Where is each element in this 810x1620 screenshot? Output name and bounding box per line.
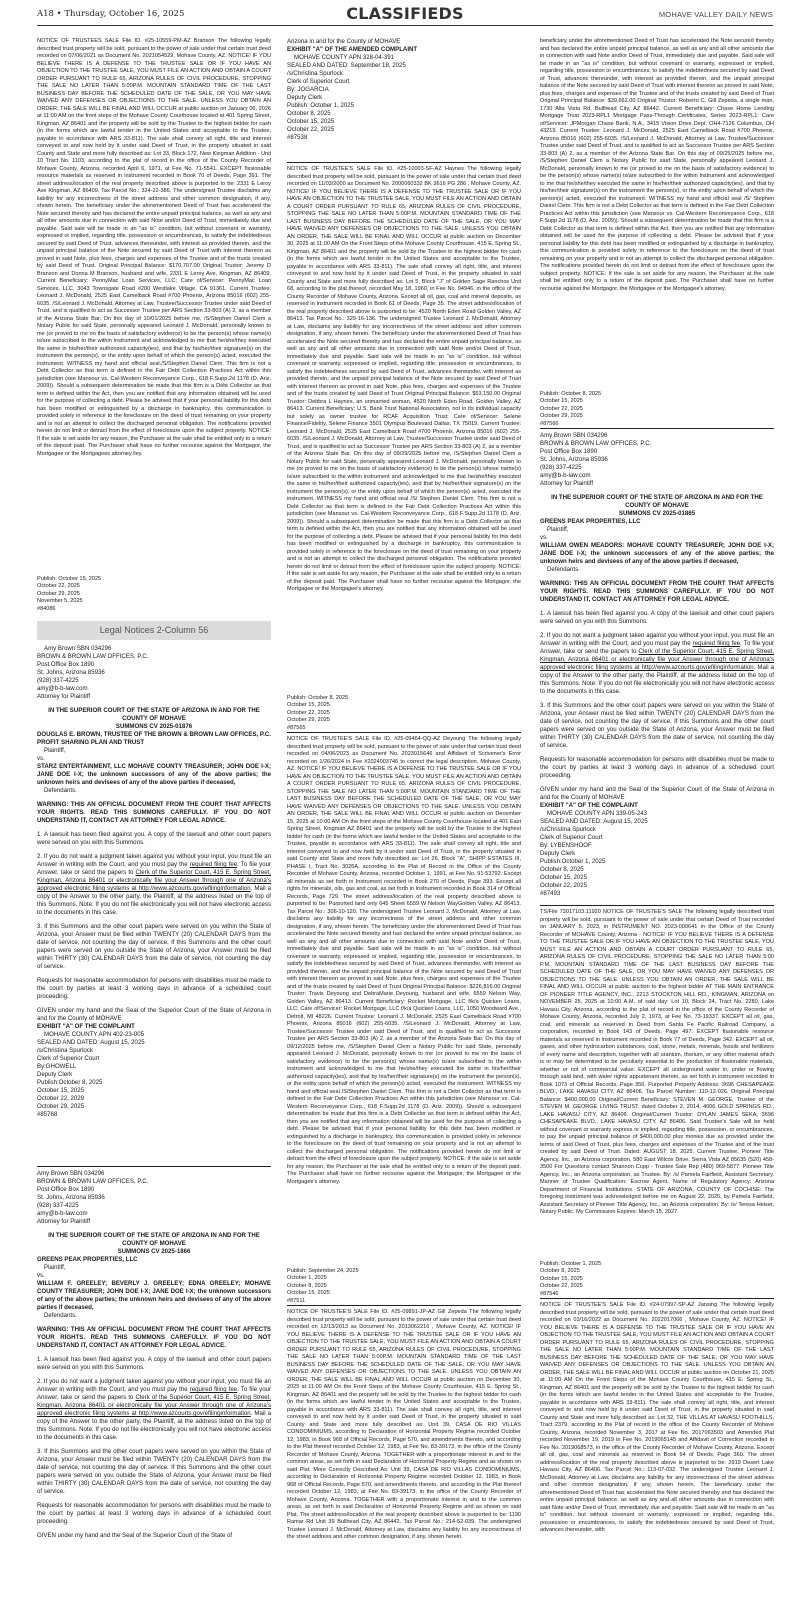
bold-heading: EXHIBIT "A" OF THE AMENDED COMPLAINT [287,46,418,53]
warning-text: WARNING: THIS AN OFFICIAL DOCUMENT FROM THE COURT THAT AFFECTS YOUR RIGHTS. READ THIS SUMMONS CAREFULLY. IF YOU DO NOT UNDERSTAND IT, CONTACT AN ATTORNEY FOR LEGAL ADVICE. [540,580,774,603]
filing-link-text: Clerk of the Superior Court, 415 E. Spring Street, Kingman, Arizona 86401 or electronically file your Answer through one of Arizona's approved electronic filing systems at http://www.azcourts.gov/efilinginformation [540,648,774,671]
summons-text: 2. If you do not want a judgment taken against you without your input, you must file an Answer in writing with the Court, and you must pay the [540,632,774,647]
notice-body: NOTICE OF TRUSTEE'S SALE File ID. #25-09891-JP-AZ Gill Zepeda The following legally described trust property will be sold, pursuant to the power of sale under that certain trust deed recorded on 12/13/2013 as Document No. 2013062216 , Mohave County, AZ. NOTICE! IF YOU BELIEVE THERE IS A DEFENSE TO THE TRUSTEE SALE OR IF YOU HAVE AN OBJECTION TO THE TRUSTEE SALE, YOU MUST FILE AN ACTION AND OBTAIN A COURT ORDER PURSUANT TO RULE 65, ARIZONA RULES OF CIVIL PROCEDURE, STOPPING THE SALE NO LATER THAN 5:00P.M. MOUNTAIN STANDARD TIME OF THE LAST BUSINESS DAY BEFORE THE SCHEDULED DATE OF THE SALE, OR YOU MAY HAVE WAIVED ANY DEFENSES OR OBJECTIONS TO THE SALE. UNLESS YOU OBTAIN AN ORDER, THE SALE WILL BE FINAL AND WILL OCCUR at public auction on December 30, 2025 at 11:00 AM On the Front Steps of the Mohave County Courthouse, 415 E. Spring St., Kingman, AZ 86401 and the property will be sold by the Trustee to the highest bidder for cash (in the forms which are lawful tender in the United States and acceptable to the Trustee, payable in accordance with ARS 33-811). The sale shall convey all right, title, and interest conveyed to and now held by it under said Deed of Trust, in the property situated in said County and State and more fully described as: Unit 39, CASA DE RIO VILLAS CONDOMINIUMS, according to Declaration of Horizontal Property Regime recorded October 12, 1983, in Book 968 of Official Records, Page 570, and amendments thereto, and according to the Plat thereof recorded October 12, 1983, at Fee No. 83-39173, in the office of the County Recorder of Mohave County, Arizona. TOGETHER with a proportionate interest in and to the common areas, as set forth in said Declaration of Horizontal Property Regime and as shown on said Plat. More Correctly Described As: Unit 39, CASA DE RIO VILLAS CONDOMINIUMS, according to Declaration of Horizontal Property Regime recorded October 12, 1983, in Book 968 of Official Records, Page 570, and amendments thereto, and according to the Plat thereof recorded October 12, 1983, at Fee No. 83-39173, in the office of the County Recorder of Mohave County, Arizona. TOGETHER with a proportionate interest in and to the common areas, as set forth in said Declaration of Horizontal Property Regime and as shown on said Plat. The street address/location of the real property described above is purported to be: 1190 Ramar Rd Unit 39 Bullhead City, AZ 86442. Tax Parcel No.: 214-52-039. The undersigned Trustee Leonard J. McDonald, Attorney at Law, disclaims any liability for any incorrectness of the street address and other common designation, if any, shown herein. [287,1309,521,1540]
text-line: BROWN & BROWN LAW OFFICES, P.C. [37,1178,149,1185]
text-line: October 29, 2025 [37,590,80,597]
text-line: November 5, 2025 [37,598,83,604]
text-line: Publish: September 24, 2025 [287,1267,359,1274]
text-line: Deputy Clerk [37,1071,73,1078]
bold-heading: EXHIBIT "A" OF THE COMPLAINT [37,1023,135,1030]
trustee-sale-notice [287,1305,521,1615]
text-line: Post Office Box 1890 [37,661,95,668]
text-line: October 8, 2025 [287,110,331,117]
text-line: Publish:October 1, 2025 [540,858,606,865]
given-under-seal-text: GIVEN under my hand and the Seal of the Superior Court of the State of Arizona in and for the County of MOHAVE [540,786,774,801]
text-line: Post Office Box 1890 [540,448,598,455]
indented-line: Amy Brown SBN 034296 [44,645,112,652]
text-line: October 22, 2029 [37,1095,85,1102]
text-line: October 22, 2025 [287,709,330,716]
text-line: Publish: October 8, 2025 [287,694,349,701]
text-line: By:GHOWELL [37,1063,77,1070]
notice-body: TS/File 73017103.11920 NOTICE OF TRUSTEE'S SALE The following legally described trust property will be sold, pursuant to the power of sale under that certain Deed of Trust recorded on JANUARY 5, 2023, in INSTRUMENT NO. 2023-000641 in the Office of the County Recorder of MOHAVE County, Arizona - NOTICE! IF YOU BELIEVE THERE IS A DEFENSE TO THE TRUSTEE SALE OR IF YOU HAVE AN OBJECTION TO THE TRUSTEE SALE, YOU MUST FILE AN ACTION AND OBTAIN A COURT ORDER PURSUANT TO RULE 65, ARIZONA RULES OF CIVIL PROCEDURE, STOPPING THE SALE NO LATER THAN 5:00 P.M. MOUNTAIN STANDARD TIME OF THE LAST BUSINESS DAY BEFORE THE SCHEDULED DATE OF THE SALE, OR YOU MAY HAVE WAIVED ANY DEFENSES OR OBJECTIONS TO THE SALE. UNLESS YOU OBTAIN AN ORDER, THE SALE WILL BE FINAL AND WILL OCCUR at public auction to the highest bidder AT THE MAIN ENTRANCE OF PIONEER TITLE AGENCY, INC., 2213 STOCKTON HILL RD., KINGMAN, ARIZONA on NOVEMBER 25, 2025 at 10:00 A.M. of said day: Lot 10, Block 24, Tract No. 2280, Lake Havasu City, Arizona, according to the plat of record in the office of the County Recorder of Mohave County, Arizona, recorded July 2, 1973, at Fee No. 73-19337. EXCEPT all oil, gas, coal, and minerals as reserved in Deed from Santa Fe Pacific Railroad Company, a corporation, recorded in Book 143 of Deeds, Page 497. EXCEPT fissionable resource materials as reserved in instrument recorded in Book 77 of Deeds, Page 342. EXCEPT all oil, gases, and other hydrocarbon substances, coal, stone, metals, minerals, fossils and fertilizers of every name and description, together with all uranium, thorium, or any other material which is or may be determined to be peculiarly essential to the production of fissionable materials, whether or not of commercial value. EXCEPT all underground water in, under or flowing through said land, with water rights appurtenant thereto, as set forth in instrument recorded in Book 1073 of Official Records, Page 356. Purported Property Address: 3696 CHESAPEAKE BLVD., LAKE HAVASU CITY, AZ 86406. Tax Parcel Number: 110-12-026. Original Principal Balance: $400,000.00 Original/Current Beneficiary: STEVEN M. GEORGE, Trustee of the STEVEN M. GEORGE LIVING TRUST, dated October 2, 2014, 4006 GOLD SPRINGS RD., LAKE HAVASU CITY, AZ 86406. Original/Current Trustor: DYLAN JAMES SEKA, 3696 CHESAPEAKE BLVD., LAKE HAVASU CITY, AZ 86406. Said Trustee's Sale will be held without covenant or warranty express or implied, regarding title, possession, or encumbrances, to pay the unpaid principal balance of $400,000.00 plus monies due as provided under the terms of said Deed of Trust, plus fees, charges and expenses of the Trustee and of the trust created by said Deed of Trust. Dated: AUGUST 18, 2025. Current Trustee: Pioneer Title Agency, Inc., an Arizona corporation, 580 East Wilcox Drive, Sierra Vista AZ 85635 (520) 458-3500 For Questions contact Shannon Copp - Trustee Sale Rep (480) 969-5877. Pioneer Title Agency, Inc., an Arizona corporation, as Trustee. By: /s/ Pamela Fairfield, Assistant Secretary. Manner of Trustee Qualification: Escrow Agent. Name of Regulatory Agency: Arizona Department of Financial Institutions. STATE OF ARIZONA, COUNTY OF COCHISE: The foregoing instrument was acknowledged before me on August 22, 2025, by Pamela Fairfield, Assistant Secretary of Pioneer Title Agency, Inc., an Arizona corporation. By: /s/ Teresa Heiser, Notary Public. My Commission Expires: March 15, 2027. [540,909,774,1215]
text-line: Publish: October 1, 2025 [287,102,355,109]
summons-text: . To file your Answer, take or send the papers to [540,640,774,655]
text-line: (928) 337-4225 [37,677,79,684]
column-3 [540,38,774,1618]
text-line: (928) 337-4225 [540,464,582,471]
filing-link-text: Clerk of the Superior Court, 415 E. Spring Street, Kingman, Arizona 86401 or electronically file your Answer through one of Arizona's approved electronic filing systems at http://www.azcourts.gov/efilinginformation [37,1394,271,1417]
bold-heading: GREENS PEAK PROPERTIES, LLC [37,1256,138,1263]
trustee-sale-notice [540,38,774,428]
text-line: #87493 [540,890,561,897]
bold-heading: EXHIBIT "A" OF THE COMPLAINT [540,802,638,809]
text-line: October 29, 2025 [287,717,330,723]
text-line: Attorney for Plaintiff [37,1218,91,1225]
court-summons [37,645,271,1166]
text-line: amy@b-b-law.com [540,472,591,479]
text-line: Attorney for Plaintiff [37,693,91,700]
text-line: vs. [37,755,45,762]
trustee-sale-notice [287,732,521,1305]
text-line: Attorney for Plaintiff [540,480,594,487]
bold-heading: WILLIAM F. GREELEY; BEVERLY J. GREELEY; EDNA GREELEY; MOHAVE COUNTY TREASURER; JOHN DOE I-X; JANE DOE I-X; the unknown successors of any of the above parties; the unknown heirs and devisees of any of the above parties if deceased, [37,1280,271,1311]
text-line: Clerk of Superior Court [37,1055,100,1062]
summons-paragraph: 1. A lawsuit has been filed against you. A copy of the lawsuit and other court papers were served on you with this Summons. [540,610,774,625]
warning-text: WARNING: THIS AN OFFICIAL DOCUMENT FROM THE COURT THAT AFFECTS YOUR RIGHTS. READ THIS SUMMONS CAREFULLY. IF YOU DO NOT UNDERSTAND IT, CONTACT AN ATTORNEY FOR LEGAL ADVICE. [37,801,271,824]
text-line: SEALED AND DATED: August 15, 2025 [540,818,648,825]
text-line: Deputy Clerk [540,850,576,857]
summons-paragraph: 1. A lawsuit has been filed against you. A copy of the lawsuit and other court papers were served on you with this Summons. [37,1356,271,1371]
text-line: Publish:October 8, 2025 [37,1079,103,1086]
text-line: (928) 337-4225 [37,1202,79,1209]
summons-text: . Mail a copy of the Answer to the other party, the Plaintiff, at the address listed on the top of this Summons. Note: If you do not file electronically you will not have electronic access to the documents in this case. [37,1410,271,1441]
trustee-sale-notice [540,905,774,1298]
text-line: BROWN & BROWN LAW OFFICES, P.C. [37,653,149,660]
summons-text: 2. If you do not want a judgment taken against you without your input, you must file an Answer in writing with the Court, and you must pay the [37,1378,271,1393]
column-1 [37,38,271,1611]
text-line: Post Office Box 1890 [37,1186,95,1193]
indented-line: Defendants. [547,566,580,573]
notice-body: NOTICE OF TRUSTEE'S SALE File ID. #25-10003-SF-AZ Haynes The following legally described trust property will be sold, pursuant to the power of sale under that certain trust deed recorded on 11/03/2000 as Document No. 2000060332 BK 3616 PG 286 , Mohave County, AZ. NOTICE! IF YOU BELIEVE THERE IS A DEFENSE TO THE TRUSTEE SALE OR IF YOU HAVE AN OBJECTION TO THE TRUSTEE SALE, YOU MUST FILE AN ACTION AND OBTAIN A COURT ORDER PURSUANT TO RULE 65, ARIZONA RULES OF CIVIL PROCEDURE, STOPPING THE SALE NO LATER THAN 5:00P.M. MOUNTAIN STANDARD TIME OF THE LAST BUSINESS DAY BEFORE THE SCHEDULED DATE OF THE SALE, OR YOU MAY HAVE WAIVED ANY DEFENSES OR OBJECTIONS TO THE SALE. UNLESS YOU OBTAIN AN ORDER, THE SALE WILL BE FINAL AND WILL OCCUR at public auction on December 30, 2025 at 11:00 AM On the Front Steps of the Mohave County Courthouse, 415 E. Spring St., Kingman, AZ 86401 and the property will be sold by the Trustee to the highest bidder for cash (in the forms which are lawful tender in the United States and acceptable to the Trustee, payable in accordance with ARS 33-811). The sale shall convey all right, title, and interest conveyed to and now held by it under said Deed of Trust, in the property situated in said County and State and more fully described as: Lot 5, Block "J" of Golden Sage Ranchos Unit 68, according to the plat thereof, recorded May 18, 1960, in Fee No. 94946, in the office of the County Recorder of Mohave County, Arizona. Except all oil, gas, coal and mineral deposits, as reserved in instrument recorded in Book 61 of Deeds, Page 35. The street address/location of the real property described above is purported to be: 4520 North Eden Road Golden Valley, AZ 86413. Tax Parcel No.: 329-16-136. The undersigned Trustee Leonard J. McDonald, Attorney at Law, disclaims any liability for any incorrectness of the street address and other common designation, if any, shown herein. The beneficiary under the aforementioned Deed of Trust has accelerated the Note secured thereby and has declared the entire unpaid principal balance, as well as any and all other amounts due in connection with said Note and/or Deed of Trust, immediately due and payable. Said sale will be made in an "as is" condition, but without covenant or warranty, expressed or implied, regarding title, possession or encumbrances, to satisfy the indebtedness secured by said Deed of Trust, advances thereunder, with interest as provided therein, and the unpaid principal balance of the Note secured by said Deed of Trust with interest thereon as proved in said Note, plus fees, charges and expenses of the Trustee and of the trusts created by said Deed of Trust Original Principal Balance: $53,150.00 Original Trustor: Debbra L Haynes, an unmarried woman, 4520 North Eden Road, Golden Valley, AZ 86413. Current Beneficiary: U.S. Bank Trust National Association, not in its individual capacity but solely as owner trustee for RCAF Acquisition Trust; Care of/Servicer: Selene Finance/Fidelity, Selene Finance 3501 Olympus Boulevard Dallas, TX 75019. Current Trustee: Leonard J. McDonald, 2525 East Camelback Road #700 Phoenix, Arizona 85016 (602) 255-6035. /S/Leonard J. McDonald, Attorney at Law, Trustee/Successor Trustee under said Deed of Trust, and is qualified to act as Successor Trustee per ARS Section 33-803 (A) 2, as a member of the Arizona State Bar. On this day of 09/29/2025 before me, /S/Stephen Daniel Clem a Notary Public for said State, personally appeared Leonard J. McDonald, personally known to me (or proved to me on the basis of satisfactory evidence) to be the person(s) whose name(s) is/are subscribed to the within instrument and acknowledged to me that he/she/they executed the same in his/her/their authorized capacity(ies), and that by his/her/their signature(s) on the instrument the person(s), or the entity upon behalf of which the person(s) acted, executed the instrument. WITNESS my hand and official seal /S/ Stephen Daniel Clem. This firm is not a Debt Collector as that term is defined in the Fair Debt Collection Practices Act within this jurisdiction (see Mansour vs. Cal-Western Reconveyance Corp., 618 F.Supp.2d 1178 (D. Ariz. 2009)). Should a subsequent determination be made that this firm is a Debt Collector as that term is defined within the Act, then you are notified that any information obtained will be used for the purpose of collecting a debt. Please be advised that if your personal liability for this debt has been modified or extinguished by a discharge in bankruptcy, this communication is provided solely in reference to the foreclosure on the deed of trust remaining on your property and is not an attempt to collect the discharged personal obligation. The notifications provided herein do not limit or detract from the effect of foreclosure upon the subject property. NOTICE: If the sale is set aside for any reason, the Purchaser at the sale shall be entitled only to a return of the deposit paid. The Purchaser shall have no further recourse against the Mortgagor, the Mortgagee or the Mortgagee's attorney. [287,166,521,592]
text-line: Clerk of Superior Court [287,78,350,85]
court-summons [540,428,774,905]
text-line: October 15, 2025 [37,1087,85,1094]
text-line: amy@b-b-law.com [37,1210,88,1217]
indented-line: MOHAVE COUNTY APN 339-05-243 [547,810,648,817]
page-date-line: A18 • Thursday, October 16, 2025 [37,9,185,19]
summons-paragraph: Requests for reasonable accommodation for persons with disabilities must be made to the court by parties at least 3 working days in advance of a scheduled court proceeding. [37,1502,271,1525]
text-line: October 15, 2025 [540,1275,583,1282]
text-line: October 15, 2025 [287,1290,330,1296]
text-line: St. Johns, Arizona 85936 [540,456,608,463]
text-line: October 29, 2025 [540,413,583,419]
text-line: #87538 [287,134,308,141]
trustee-sale-notice [540,1298,774,1618]
text-line: /s/Christina Spurlock [540,826,596,833]
header-divider [37,25,773,26]
summons-text: . To file your Answer, take or send the papers to [37,861,271,876]
text-line: October 22, 2025 [540,882,588,889]
summons-paragraph: 1. A lawsuit has been filed against you. A copy of the lawsuit and other court papers were served on you with this Summons. [37,831,271,846]
indented-line: Defendants. [44,787,77,794]
text-line: Publish: October 8, 2025 [540,390,602,397]
text-line: St. Johns, Arizona 85936 [37,669,105,676]
trustee-sale-notice [37,38,271,613]
text-line: Amy Brown SBN 034296 [540,432,608,439]
text-line: #87546 [540,1290,559,1297]
text-line: October 22, 2025 [540,405,583,412]
text-line: By: LYBENSHOOF [540,842,592,849]
text-line: /s/Christina Spurlock [37,1047,93,1054]
summons-paragraph [540,632,774,696]
bold-heading: DOUGLAS E. BROWN, TRUSTEE OF THE BROWN & BROWN LAW OFFICES, P.C. PROFIT SHARING PLAN AND TRUST [37,731,271,746]
section-banner [37,621,271,640]
court-heading: SUMMONS CV 2025-01876 [115,723,193,730]
text-line: Deputy Clerk [287,94,323,101]
notice-body: beneficiary under the aforementioned Deed of Trust has accelerated the Note secured thereby and has declared the entire unpaid principal balance, as well as any and all other amounts due in connection with said Note and/or Deed of Trust, immediately due and payable. Said sale will be made in an "as is" condition, but without covenant or warranty, expressed or implied, regarding title, possession or encumbrances, to satisfy the indebtedness secured by said Deed of Trust, advances thereunder, with interest as provided therein, and the unpaid principal balance of the Note secured by said Deed of Trust with interest thereon as proved in said Note, plus fees, charges and expenses of the Trustee and of the trusts created by said Deed of Trust Original Principal Balance: $39,662.00 Original Trustor: Roberto C. Gill Zepeda, a single man, 1730 Alta Vista Rd, Bullhead City, AZ 86442. Current Beneficiary: Chase Home Lending Mortgage Trust 2023-RPL1 Mortgage Pass-Through Certificates, Series 2023-RPL1; Care of/Servicer: JPMorgan Chase Bank, N.A., 3415 Vision Drive Dept. OH4-7126 Columbus, OH 43219. Current Trustee: Leonard J. McDonald, 2525 East Camelback Road #700 Phoenix, Arizona 85016 (602) 255-6035. /S/Leonard J. McDonald, Attorney at Law, Trustee/Successor Trustee under said Deed of Trust, and is qualified to act as Successor Trustee per ARS Section 33-803 (A) 2, as a member of the Arizona State Bar. On this day of 09/25/2025 before me, /S/Stephen Daniel Clem a Notary Public for said State, personally appeared Leonard J. McDonald, personally known to me (or proved to me on the basis of satisfactory evidence) to be the person(s) whose name(s) is/are subscribed to the within instrument and acknowledged to me that he/she/they executed the same in his/her/their authorized capacity(ies), and that by his/her/their signature(s) on the instrument the person(s), or the entity upon behalf of which the person(s) acted, executed the instrument. WITNESS my hand and official seal /S/ Stephen Daniel Clem. This firm is not a Debt Collector as that term is defined in the Fair Debt Collection Practices Act within this jurisdiction (see Mansour vs. Cal-Western Reconveyance Corp., 618 F.Supp.2d 1178 (D. Ariz. 2009)). Should a subsequent determination be made that this firm is a Debt Collector as that term is defined within the Act, then you are notified that any information obtained will be used for the purpose of collecting a debt. Please be advised that if your personal liability for this debt has been modified or extinguished by a discharge in bankruptcy, this communication is provided solely in reference to the foreclosure on the deed of trust remaining on your property and is not an attempt to collect the discharged personal obligation. The notifications provided herein do not limit or detract from the effect of foreclosure upon the subject property. NOTICE: If the sale is set aside for any reason, the Purchaser at the sale shall be entitled only to a return of the deposit paid. The Purchaser shall have no further recourse against the Mortgagor, the Mortgagee or the Mortgagee's attorney. [540,38,774,292]
summons-text: . Mail a copy of the Answer to the other party, the Plaintiff, at the address listed on the top of this Summons. Note: If you do not file electronically you will not have electronic access to the documents in this case. [540,664,774,695]
filing-link-text: required filing fee [692,640,741,647]
text-line: #85768 [37,1111,58,1118]
text-line: October 22, 2025 [287,126,335,133]
court-heading: SUMMONS CV 2025-1866 [117,1248,191,1255]
indented-line: MOHAVE COUNTY APN 328-04-391 [294,54,395,61]
summons-paragraph: Requests for reasonable accommodation for persons with disabilities must be made to the court by parties at least 3 working days in advance of a scheduled court proceeding. [37,977,271,1000]
given-under-seal-text: GIVEN under my hand and the Seal of the Superior Court of the State of Arizona in and for the County of MOHAVE [37,1007,271,1022]
text-line: October 22, 2025 [540,1283,583,1289]
court-heading: IN THE SUPERIOR COURT OF THE STATE OF ARIZONA IN AND FOR THE COUNTY OF MOHAVE [48,707,260,722]
court-summons [287,38,521,162]
text-line: SEALED AND DATED: September 18, 2025 [287,62,406,69]
text-line: Publish: October 15, 2025 [37,575,102,582]
text-line: Clerk of Superior Court [540,834,603,841]
indented-line: MOHAVE COUNTY APN 402-23-005 [44,1031,145,1038]
trustee-sale-notice [287,162,521,732]
filing-link-text: required filing fee [189,861,238,868]
indented-line: Plaintiff, [44,1264,66,1271]
summons-paragraph [37,853,271,917]
section-banner-label: Legal Notices 2-Column 56 [99,625,209,635]
court-heading: IN THE SUPERIOR COURT OF THE STATE OF ARIZONA IN AND FOR THE COUNTY OF MOHAVE [48,1232,260,1247]
text-line: SEALED AND DATED: August 15, 2025 [37,1039,145,1046]
text-line: Arizona in and for the County of MOHAVE [287,38,401,45]
text-line: October 15, 2025 [540,874,588,881]
text-line: #87566 [540,420,559,427]
text-line: October 15, 2025 [287,118,335,125]
text-line: October 29, 2025 [37,1103,85,1110]
text-line: By: JOGARCIA [287,86,329,93]
summons-paragraph: Requests for reasonable accommodation for persons with disabilities must be made to the court by parties at least 3 working days in advance of a scheduled court proceeding. [540,756,774,779]
text-line: October 15, 2025 [540,398,583,404]
text-line: October 8, 2025 [540,1268,580,1274]
text-line: BROWN & BROWN LAW OFFICES, P.C. [540,440,652,447]
text-line: #84086 [37,605,56,612]
text-line: /s/Christina Spurlock [287,70,343,77]
text-line: #87565 [287,724,306,731]
text-line: Publish: October 1, 2025 [540,1260,602,1267]
court-heading: SUMMONS CV 2025-01865 [618,510,696,517]
text-line: October 22, 2025 [37,583,80,589]
court-heading: IN THE SUPERIOR COURT OF THE STATE OF ARIZONA IN AND FOR THE COUNTY OF MOHAVE [551,494,763,509]
notice-body: NOTICE OF TRUSTEES SALE File ID. #25-10559-PM-AZ Branson The following legally described trust property will be sold, pursuant to the power of sale under that certain trust deed recorded on 07/06/2021 as Document No. 2021054529, Mohave County, AZ. NOTICE! IF YOU BELIEVE THERE IS A DEFENSE TO THE TRUSTEE SALE OR IF YOU HAVE AN OBJECTION TO THE TRUSTEE SALE, YOU MUST FILE AN ACTION AND OBTAIN A COURT ORDER PURSUANT TO RULE 65, ARIZONA RULES OF CIVIL PROCEDURE, STOPPING THE SALE NO LATER THAN 5:00P.M. MOUNTAIN STANDARD TIME OF THE LAST BUSINESS DAY BEFORE THE SCHEDULED DATE OF THE SALE, OR YOU MAY HAVE WAIVED ANY DEFENSES OR OBJECTIONS TO THE SALE. UNLESS YOU OBTAIN AN ORDER, THE SALE WILL BE FINAL AND WILL OCCUR at public auction on January 06, 2026 at 11:00 AM on the front steps of the Mohave County Courthouse located at 401 Spring Street, Kingman, AZ 86401 and the property will be sold by the Trustee to the highest bidder for cash (in the forms which are lawful tender in the United States and acceptable to the Trustee, payable in accordance with ARS 33-811). The sale shall convey all right, title and interest conveyed to and now held by it under said Deed of Trust, in the property situated in said County and State and more fully described as: Lot 33, Block 172, New Kingman Addition - Unit 10 Tract No. 1103, according to the plat of record in the office of the County Recorder of Mohave County, Arizona, recorded April 6, 1971, at Fee No. 71-5541. EXCEPT fissionable resource materials as reserved in instrument recorded in Book 70 of Deeds, Page 391. The street address/location of the real property described above is purported to be: 2331 E Leroy Ave Kingman, AZ 86409. Tax Parcel No.: 324-22-386. The undersigned Trustee disclaims any liability for any incorrectness of the street address and other common designation, if any, shown herein. The beneficiary under the aforementioned Deed of Trust has accelerated the Note secured thereby and has declared the entire unpaid principal balance, as well as any and all other amounts due in connection with said Note and/or Deed of Trust, immediately due and payable. Said sale will be made in an "as is" condition, but without covenant or warranty, expressed or implied, regarding title, possession or encumbrances, to satisfy the indebtedness secured by said Deed of Trust, advances thereunder, with interest as provided therein, and the unpaid principal balance of the Note secured by said Deed of Trust with interest thereon as proved in said Note, plus fees, charges and expenses of the Trustee and of the trusts created by said Deed of Trust. Original Principal Balance: $170,707.00 Original Trustor: Jeremy D Branson and Donna M Branson, husband and wife, 2331 E Leroy Ave, Kingman, AZ 86409. Current Beneficiary: PennyMac Loan Services, LLC; Care of/Servicer: PennyMac Loan Services, LLC, 3043 Townsgate Road #200 Westlake Village, CA 91361. Current Trustee: Leonard J. McDonald, 2525 East Camelback Road #700 Phoenix, Arizona 85016 (602) 255-6035. /S/Leonard J. McDonald, Attorney at Law, Trustee/Successor Trustee under said Deed of Trust, and is qualified to act as Successor Trustee per ARS Section 33-803 (A) 2, as a member of the Arizona State Bar. On this day of 10/01/2025 before me, /S/Stephen Daniel Clem a Notary Public for said State, personally appeared Leonard J. McDonald, personally known to me (or proved to me on the basis of satisfactory evidence) to be the person(s) whose name(s) is/are subscribed to the within instrument and acknowledged to me that he/she/they executed the same in his/her/their authorized capacity(ies), and that by his/her/their signature(s) on the instrument the person(s), or the entity upon behalf of which the person(s) acted, executed the instrument. WITNESS my hand and official seal./S/Stephen Daniel Clem. This firm is not a Debt Collector as that term is defined in the Fair Debt Collection Practices Act within this jurisdiction (see Mansour vs. Cal-Western Reconveyance Corp., 618 F.Supp.2d 1178 (D. Ariz. 2009)). Should a subsequent determination be made that this firm is a Debt Collector as that term is defined within the Act, then you are notified that any information obtained will be used for the purpose of collecting a debt. Please be advised that if your personal liability for this debt has been modified or extinguished by a discharge in bankruptcy, this communication is provided solely in reference to the foreclosure on the deed of trust remaining on your property and is not an attempt to collect the discharged personal obligation. The notifications provided herein do not limit or detract from the effect of foreclosure upon the subject property. NOTICE: If the sale is set aside for any reason, the Purchaser at the sale shall be entitled only to a return of the deposit paid. The Purchaser shall have no further recourse against the Mortgagor, the Mortgagee or the Mortgagees attorney./ley. [37,38,271,457]
text-line: October 1, 2025 [287,1275,327,1281]
notice-body: NOTICE OF TRUSTEE'S SALE File ID. #24-07997-SP-AZ Jansing The following legally described trust property will be sold, pursuant to the power of sale under that certain trust deed recorded on 03/16/2022 as Document No. 2022017066 , Mohave County, AZ. NOTICE! IF YOU BELIEVE THERE IS A DEFENSE TO THE TRUSTEE SALE OR IF YOU HAVE AN OBJECTION TO THE TRUSTEE SALE, YOU MUST FILE AN ACTION AND OBTAIN A COURT ORDER PURSUANT TO RULE 65, ARIZONA RULES OF CIVIL PROCEDURE, STOPPING THE SALE NO LATER THAN 5:00P.M. MOUNTAIN STANDARD TIME OF THE LAST BUSINESS DAY BEFORE THE SCHEDULED DATE OF THE SALE, OR YOU MAY HAVE WAIVED ANY DEFENSES OR OBJECTIONS TO THE SALE. UNLESS YOU OBTAIN AN ORDER, THE SALE WILL BE FINAL AND WILL OCCUR at public auction on October 21, 2025 at 11:00 AM On the Front Steps of the Mohave County Courthouse, 415 E. Spring St., Kingman, AZ 86401 and the property will be sold by the Trustee to the highest bidder for cash (in the forms which are lawful tender in the United States and acceptable to the Trustee, payable in accordance with ARS 33-811). The sale shall convey all right, title, and interest conveyed to and now held by it under said Deed of Trust, in the property situated in said County and State and more fully described as: Lot 32, THE VILLAS AT HAVASU FOOTHILLS, Tract 2379, according to the Plat of record in the office of the County Recorder of Mohave County, Arizona, recorded November 3, 2017 at Fee No. 2017063503 and Amended Plat recorded November 19, 2019 in Fee No. 2019065145 and Affidavit of Correction recorded in Fee No. 2019068573, in the office of the County Recorder of Mohave County, Arizona. Except all oil, gas, coal and minerals as reserved in Book 64 of Deeds, Page 360. The street address/location of the real property described above is purported to be: 2919 Desert Lake Havasu City, AZ 86406. Tax Parcel No.: 113-07-032. The undersigned Trustee Leonard J. McDonald, Attorney at Law, disclaims any liability for any incorrectness of the street address and other common designation, if any, shown herein. The beneficiary under the aforementioned Deed of Trust has accelerated the Note secured thereby and has declared the entire unpaid principal balance, as well as any and all other amounts due in connection with said Note and/or Deed of Trust, immediately due and payable. Said sale will be made in an "as is" condition, but without covenant or warranty, expressed or implied, regarding title, possession or encumbrances, to satisfy the indebtedness secured by said Deed of Trust, advances thereunder, with [540,1302,774,1533]
text-line: Amy Brown SBN 034296 [37,1170,105,1177]
text-line: October 8, 2025 [540,866,584,873]
indented-line: Plaintiff, [44,747,66,754]
text-line: October 8, 2025 [287,1282,327,1289]
summons-paragraph [37,1378,271,1442]
notice-body: NOTICE OF TRUSTEE'S SALE File ID. #25-09464-QQ-AZ Deyoung The following legally described trust property will be sold, pursuant to the power of sale under that certain trust deed recorded on 04/06/2023 as Document No. 2023015646 and Affidavit of Scrivener's Error recorded on 1/26/2024 in Fee #2024003746 to correct the legal description, Mohave County, AZ. NOTICE! IF YOU BELIEVE THERE IS A DEFENSE TO THE TRUSTEE SALE OR IF YOU HAVE AN OBJECTION TO THE TRUSTEE SALE, YOU MUST FILE AN ACTION AND OBTAIN A COURT ORDER PURSUANT TO RULE 65, ARIZONA RULES OF CIVIL PROCEDURE, STOPPING THE SALE NO LATER THAN 5:00P.M. MOUNTAIN STANDARD TIME OF THE LAST BUSINESS DAY BEFORE THE SCHEDULED DATE OF THE SALE, OR YOU MAY HAVE WAIVED ANY DEFENSES OR OBJECTIONS TO THE SALE. UNLESS YOU OBTAIN AN ORDER, THE SALE WILL BE FINAL AND WILL OCCUR at public auction on December 15, 2025 at 10:00 AM On the front steps of the Mohave County Courthouse located at 401 East Spring Street, Kingman AZ 86401 and the property will be sold by the Trustee to the highest bidder for cash (in the forms which are lawful tender in the United States and acceptable to the Trustee, payable in accordance with ARS 33-811). The sale shall convey all right, title and interest conveyed to and now held by it under said Deed of Trust, in the property situated in said County and State and more fully described as: Lot 26, Block "A", SHIPP ESTATES III, PHASE I, Tract No. 3026A, according to the Plat of Record in the Office of the County Recorder of Mohave County, Arizona, recorded October 1, 1991, at Fee No. 91-53792. Except all minerals as set forth in Instrument recorded in Book 270 of Deeds, Page 393. Except all rights for minerals, oils, gas and coal, as set forth in Instrument recorded in Book 314 of Official Records, Page 729. The street address/location of the real property described above is purported to be: Purported land only 645 Sheet 6559 W Nelson WayGolden Valley, AZ 86413. Tax Parcel No.: 306-10-120. The undersigned Trustee Leonard J. McDonald, Attorney at Law, disclaims any liability for any incorrectness of the street address and other common designation, if any, shown herein. The beneficiary under the aforementioned Deed of Trust has accelerated the Note secured thereby and has declared the entire unpaid principal balance, as well as any and all other amounts due in connection with said Note and/or Deed of Trust, immediately due and payable. Said sale will be made in an "as is" condition, but without covenant or warranty, expressed or implied, regarding title, possession or encumbrances, to satisfy the indebtedness secured by said Deed of Trust, advances thereunder, with interest as provided therein, and the unpaid principal balance of the Note secured by said Deed of Trust with interest thereon as proved in said Note, plus fees, charges and expenses of the Trustee and of the trusts created by said Deed of Trust Original Principal Balance: $226,816.00 Original Trustor: Travis Deyoung and DebraMarie Deyoung, husband and wife, 6559 Nelson Way, Golden Valley, AZ 86413. Current Beneficiary: Rocket Mortgage, LLC f/k/a Quicken Loans, LLC; Care of/Servicer: Rocket Mortgage, LLC f/k/a Quicken Loans, LLC, 1050 Woodward Ave., Detroit, MI 48226. Current Trustee: Leonard J. McDonald, 2525 East Camelback Road #700 Phoenix, Arizona 85016 (602) 255-6035. /S/Leonard J. McDonald, Attorney at Law, Trustee/Successor Trustee under said Deed of Trust, and is qualified to act as Successor Trustee per ARS Section 33-803 (A) 2, as a member of the Arizona State Bar. On this day of 09/12/2025 before me, /S/Stephen Daniel Clem a Notary Public for said State, personally appeared Leonard J. McDonald, personally known to me (or proved to me on the basis of satisfactory evidence) to be the person(s) whose name(s) is/are subscribed to the within instrument and acknowledged to me that he/she/they executed the same in his/her/their authorized capacity(ies), and that by his/her/their signature(s) on the instrument the person(s), or the entity upon behalf of which the person(s) acted, executed the instrument. WITNESS my hand and official seal /S/Stephen Daniel Clem. This firm is not a Debt Collector as that term is defined in the Fair Debt Collection Practices Act within this jurisdiction (see Mansour vs. Cal-Western Reconveyance Corp., 618 F.Supp.2d 1178 (D. Ariz. 2009)). Should a subsequent determination be made that this firm is a Debt Collector as that term is defined within the Act, then you are notified that any information obtained will be used for the purpose of collecting a debt. Please be advised that if your personal liability for this debt has been modified or extinguished by a discharge in bankruptcy, this communication is provided solely in reference to the foreclosure on the deed of trust remaining on your property and is not an attempt to collect the discharged personal obligation. The notifications provided herein do not limit or detract from the effect of foreclosure upon the subject property. NOTICE: If the sale is set aside for any reason, the Purchaser at the sale shall be entitled only to a return of the deposit paid. The Purchaser shall have no further recourse against the Mortgagor, the Mortgagee or the Mortgagee's attorney. [287,736,521,1185]
filing-link-text: Clerk of the Superior Court, 415 E. Spring Street, Kingman, Arizona 86401 or electronically file your Answer through one of Arizona's approved electronic filing systems at http://www.azcourts.gov/efilinginformation [37,869,271,892]
summons-text: . To file your Answer, take or send the papers to [37,1386,271,1401]
publication-name: MOHAVE VALLEY DAILY NEWS [658,10,773,19]
text-line: #87511 [287,1297,306,1304]
column-2 [287,38,521,1615]
summons-text: 2. If you do not want a judgment taken against you without your input, you must file an Answer in writing with the Court, and you must pay the [37,853,271,868]
indented-line: Defendants. [44,1312,77,1319]
indented-line: Plaintiff, [547,526,569,533]
section-title: CLASSIFIEDS [346,4,464,23]
text-line: vs. [540,534,548,541]
bold-heading: GREENS PEAK PROPERTIES, LLC [540,518,641,525]
warning-text: WARNING: THIS AN OFFICIAL DOCUMENT FROM THE COURT THAT AFFECTS YOUR RIGHTS. READ THIS SUMMONS CAREFULLY. IF YOU DO NOT UNDERSTAND IT, CONTACT AN ATTORNEY FOR LEGAL ADVICE. [37,1326,271,1349]
summons-paragraph: 3. If this Summons and the other court papers were served on you within the State of Arizona, your Answer must be filed within TWENTY (20) CALENDAR DAYS from the date of service, not counting the day of service. If this Summons and the other court papers were served on you outside the State of Arizona, your Answer must be filed within THIRTY (30) CALENDAR DAYS from the date of service, not counting the day of service. [540,702,774,749]
summons-text: . Mail a copy of the Answer to the other party, the Plaintiff, at the address listed on the top of this Summons. Note: If you do not file electronically you will not have electronic access to the documents in this case. [37,885,271,916]
court-summons [37,1166,271,1611]
summons-paragraph: 3. If this Summons and the other court papers were served on you within the State of Arizona, your Answer must be filed within TWENTY (20) CALENDAR DAYS from the date of service, not counting the day of service. If this Summons and the other court papers were served on you outside the State of Arizona, your Answer must be filed within THIRTY (30) CALENDAR DAYS from the date of service, not counting the day of service. [37,1448,271,1495]
bold-heading: WILLIAM OWEN MEADORS: MOHAVE COUNTY TREASURER; JOHN DOE I-X; JANE DOE I-X; the unknown successors of any of the above parties; the unknown heirs and devisees of any of the above parties if deceased, [540,542,774,565]
text-line: vs. [37,1272,45,1279]
summons-paragraph: 3. If this Summons and the other court papers were served on you within the State of Arizona, your Answer must be filed within TWENTY (20) CALENDAR DAYS from the date of service, not counting the day of service. If this Summons and the other court papers were served on you outside the State of Arizona, your Answer must be filed within THIRTY (30) CALENDAR DAYS from the date of service, not counting the day of service. [37,923,271,970]
given-under-seal-text: GIVEN under my hand and the Seal of the Superior Court of the State of [37,1532,233,1539]
text-line: St. Johns, Arizona 85936 [37,1194,105,1201]
text-line: amy@b-b-law.com [37,685,88,692]
text-line: October 15, 2025 [287,702,330,708]
bold-heading: STARZ ENTERTAINMENT, LLC MOHAVE COUNTY TREASURER; JOHN DOE I-X; JANE DOE I-X; the unknown successors of any of the above parties; the unknown heirs and devisees of any of the above parties if deceased, [37,763,271,786]
filing-link-text: required filing fee [189,1386,238,1393]
